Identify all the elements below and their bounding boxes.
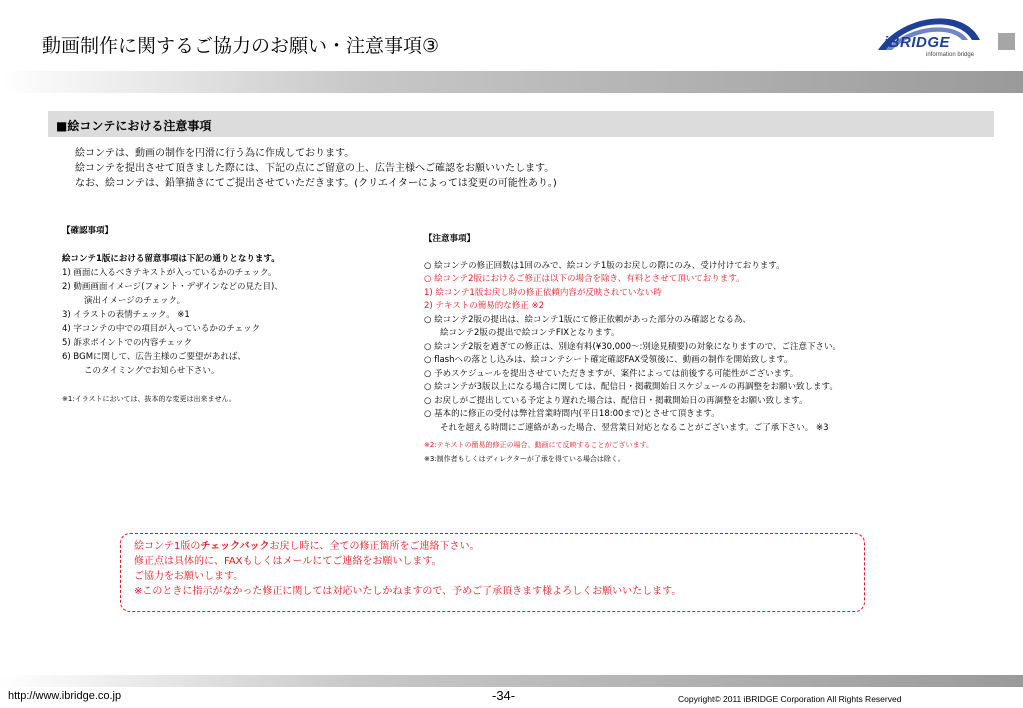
confirm-item: 2) 動画画面イメージ(フォント・デザインなどの見た目)、 [62, 282, 283, 292]
intro-text [75, 146, 557, 191]
caution-note: ※3:制作者もしくはディレクターが了承を得ている場合は除く。 [424, 454, 625, 463]
notice-callout-text [134, 539, 681, 599]
intro-line: なお、絵コンテは、鉛筆描きにてご提出させていただきます。(クリエイターによっては変更の可能性あり。) [75, 178, 557, 189]
caution-item: ○ 絵コンテが3版以上になる場合に関しては、配信日・掲載開始日スケジュールの再調整をお願い致します。 [424, 382, 838, 392]
confirm-section [62, 224, 283, 406]
intro-line: 絵コンテは、動画の制作を円滑に行う為に作成しております。 [75, 148, 355, 159]
logo-text: iBRIDGE [884, 34, 951, 51]
caution-section [424, 233, 841, 466]
section-title: ■絵コンテにおける注意事項 [56, 119, 212, 133]
confirm-item: 4) 字コンテの中での項目が入っているかのチェック [62, 324, 261, 334]
caution-item: ○ 絵コンテ2版の提出は、絵コンテ1版にて修正依頼があった部分のみ確認となる為、 [424, 314, 751, 325]
caution-item: それを超える時間にご連絡があった場合、翌営業日対応となることがございます。ご了承下さい。 ※3 [440, 422, 829, 433]
callout-text-part: お戻し時に、全ての修正箇所をご連絡下さい。 [269, 541, 480, 552]
callout-text-part: 絵コンテ1版の [134, 541, 201, 552]
callout-line: ※このときに指示がなかった修正に関しては対応いたしかねますので、予めご了承頂きます様よろしくお願いいたします。 [134, 586, 682, 597]
caution-item: 絵コンテ2版の提出で絵コンテFIXとなります。 [440, 328, 620, 338]
intro-line: 絵コンテを提出させて頂きました際には、下記の点にご留意の上、広告主様へご確認をお願いいたします。 [75, 163, 555, 174]
caution-item: ○ お戻しがご提出している予定より遅れた場合は、配信日・掲載開始日の再調整をお願い致します。 [424, 395, 808, 406]
caution-item: ○ 絵コンテの修正回数は1回のみで、絵コンテ1版のお戻しの際にのみ、受け付けております。 [424, 260, 785, 271]
footer-divider-bar [0, 675, 1023, 687]
header-divider-bar [0, 71, 1023, 93]
confirm-item: 6) BGMに関して、広告主様のご要望があれば、 [62, 352, 246, 362]
caution-item: 1) 絵コンテ1版お戻し時の修正依頼内容が反映されていない時 [424, 287, 662, 298]
caution-item: 2) テキストの簡易的な修正 ※2 [424, 301, 544, 311]
callout-line: 修正点は具体的に、FAXもしくはメールにてご連絡をお願いします。 [134, 556, 442, 567]
confirm-item: 5) 訴求ポイントでの内容チェック [62, 338, 193, 348]
caution-item: ○ 予めスケジュールを提出させていただきますが、案件によっては前後する可能性がございます。 [424, 368, 799, 379]
caution-heading: 【注意事項】 [424, 234, 476, 244]
confirm-item: 1) 画面に入るべきテキストが入っているかのチェック。 [62, 268, 277, 278]
confirm-lead: 絵コンテ1版における留意事項は下記の通りとなります。 [62, 254, 280, 264]
callout-line [134, 539, 681, 554]
confirm-item: このタイミングでお知らせ下さい。 [84, 366, 220, 376]
callout-line: ご協力をお願いします。 [134, 571, 244, 582]
caution-item: ○ 絵コンテ2版におけるご修正は以下の場合を除き、有料とさせて頂いております。 [424, 274, 745, 284]
page-number: -34- [492, 688, 516, 703]
logo-subtext: information bridge [926, 52, 975, 58]
caution-note: ※2:テキストの簡易的修正の場合、動画にて反映することがございます。 [424, 441, 653, 449]
decorative-square [998, 33, 1015, 50]
footer-url: http://www.ibridge.co.jp [8, 690, 122, 702]
copyright-text: Copyright© 2011 iBRIDGE Corporation All Rights Reserved [678, 694, 902, 704]
confirm-heading: 【確認事項】 [62, 226, 114, 236]
confirm-item: 演出イメージのチェック。 [84, 296, 186, 306]
page-title: 動画制作に関するご協力のお願い・注意事項③ [42, 35, 440, 57]
confirm-note: ※1:イラストにおいては、抜本的な変更は出来ません。 [62, 395, 236, 403]
caution-item: ○ 基本的に修正の受付は弊社営業時間内(平日18:00まで)とさせて頂きます。 [424, 409, 720, 419]
caution-item: ○ 絵コンテ2版を過ぎての修正は、別途有料(¥30,000〜:別途見積要)の対象になりますので、ご注意下さい。 [424, 341, 842, 352]
callout-emphasis: チェックバック [200, 541, 270, 552]
confirm-item: 3) イラストの表情チェック。 ※1 [62, 310, 190, 320]
caution-item: ○ flashへの落とし込みは、絵コンテシート確定確認FAX受領後に、動画の制作を開始致します。 [424, 355, 793, 365]
